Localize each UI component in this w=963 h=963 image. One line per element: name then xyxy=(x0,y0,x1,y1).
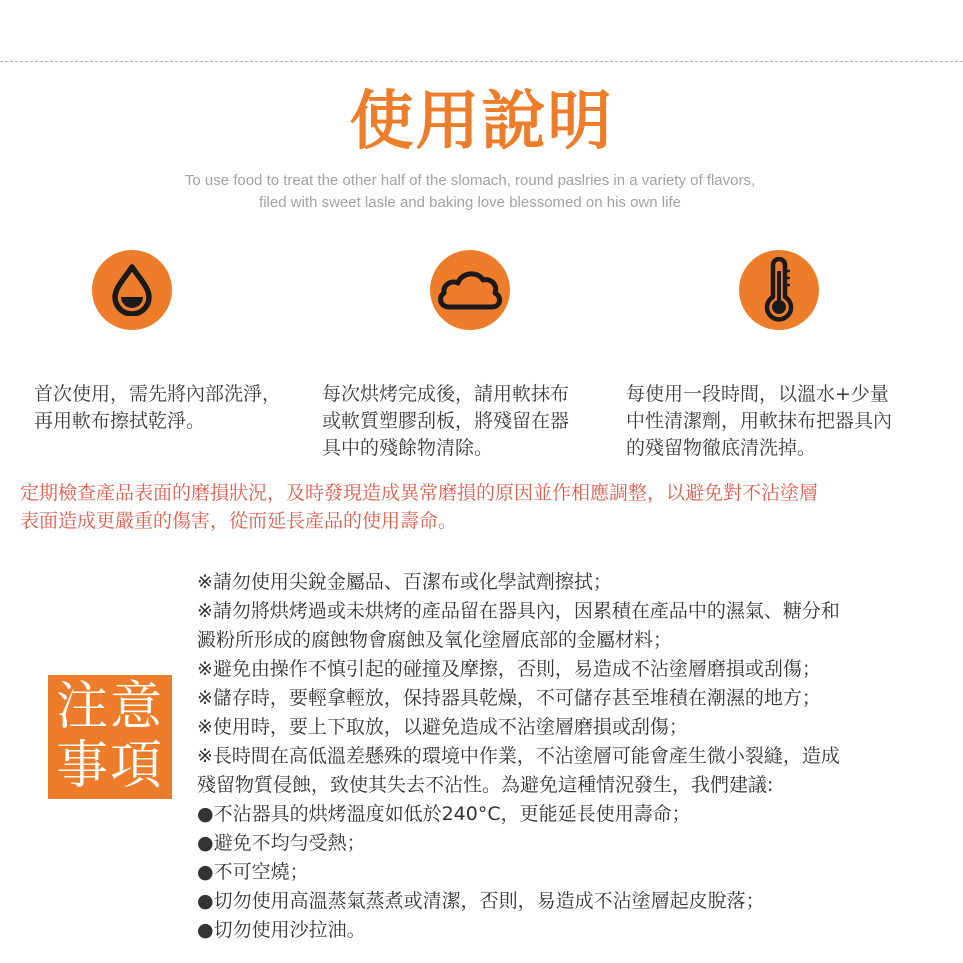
cloud-icon xyxy=(430,250,510,330)
caution-line: 澱粉所形成的腐蝕物會腐蝕及氧化塗層底部的金屬材料； xyxy=(197,629,673,651)
caution-line: ※使用時，要上下取放，以避免造成不沾塗層磨損或刮傷； xyxy=(197,716,688,738)
step-1-line-2: 再用軟布擦拭乾淨。 xyxy=(34,410,206,432)
caution-badge-line-2: 事項 xyxy=(55,736,164,796)
step-2-line-3: 具中的殘餘物清除。 xyxy=(322,437,494,459)
caution-badge-line-1: 注意 xyxy=(55,677,164,737)
caution-badge xyxy=(48,675,172,799)
caution-line: ●避免不均勻受熱； xyxy=(197,832,366,854)
caution-line: ●切勿使用高溫蒸氣蒸煮或清潔，否則，易造成不沾塗層起皮脫落； xyxy=(197,890,765,912)
caution-line: ※長時間在高低溫差懸殊的環境中作業，不沾塗層可能會產生微小裂縫，造成 xyxy=(197,745,840,767)
caution-line: ※請勿將烘烤過或未烘烤的產品留在器具內，因累積在產品中的濕氣、糖分和 xyxy=(197,600,840,622)
top-dashed-divider xyxy=(0,61,963,62)
thermometer-icon xyxy=(739,250,819,330)
caution-line: ●不沾器具的烘烤溫度如低於240°C，更能延長使用壽命； xyxy=(197,803,691,825)
caution-list xyxy=(197,568,937,945)
step-3-line-3: 的殘留物徹底清洗掉。 xyxy=(626,437,817,459)
maintenance-line-1: 定期檢查產品表面的磨損狀況，及時發現造成異常磨損的原因並作相應調整，以避免對不沾塗層 xyxy=(20,482,819,504)
caution-line: 殘留物質侵蝕，致使其失去不沾性。為避免這種情況發生，我們建議: xyxy=(197,774,774,796)
step-1-line-1: 首次使用，需先將內部洗淨， xyxy=(34,383,282,405)
step-3-line-2: 中性清潔劑，用軟抹布把器具內 xyxy=(626,410,893,432)
maintenance-line-2: 表面造成更嚴重的傷害，從而延長產品的使用壽命。 xyxy=(20,510,458,532)
step-2-line-2: 或軟質塑膠刮板，將殘留在器 xyxy=(322,410,570,432)
caution-line: ※請勿使用尖銳金屬品、百潔布或化學試劑擦拭； xyxy=(197,571,612,593)
caution-line: ●不可空燒； xyxy=(197,861,309,883)
caution-line: ●切勿使用沙拉油。 xyxy=(197,919,366,941)
step-1-text xyxy=(34,381,319,435)
step-3-line-1: 每使用一段時間，以溫水+少量 xyxy=(626,383,889,405)
page-title: 使用說明 xyxy=(349,85,614,159)
step-3-text xyxy=(626,381,936,462)
caution-line: ※避免由操作不慎引起的碰撞及摩擦，否則，易造成不沾塗層磨損或刮傷； xyxy=(197,658,821,680)
subtitle-line-2: filed with sweet lasle and baking love blessomed on his own life xyxy=(259,194,681,211)
step-2-line-1: 每次烘烤完成後，請用軟抹布 xyxy=(322,383,570,405)
subtitle-line-1: To use food to treat the other half of the slomach, round paslries in a variety of flavors, xyxy=(184,172,756,189)
maintenance-note xyxy=(20,479,945,535)
subtitle xyxy=(100,170,840,214)
water-drop-icon xyxy=(92,250,172,330)
caution-line: ※儲存時，要輕拿輕放，保持器具乾燥，不可儲存甚至堆積在潮濕的地方； xyxy=(197,687,821,709)
step-2-text xyxy=(322,381,612,462)
